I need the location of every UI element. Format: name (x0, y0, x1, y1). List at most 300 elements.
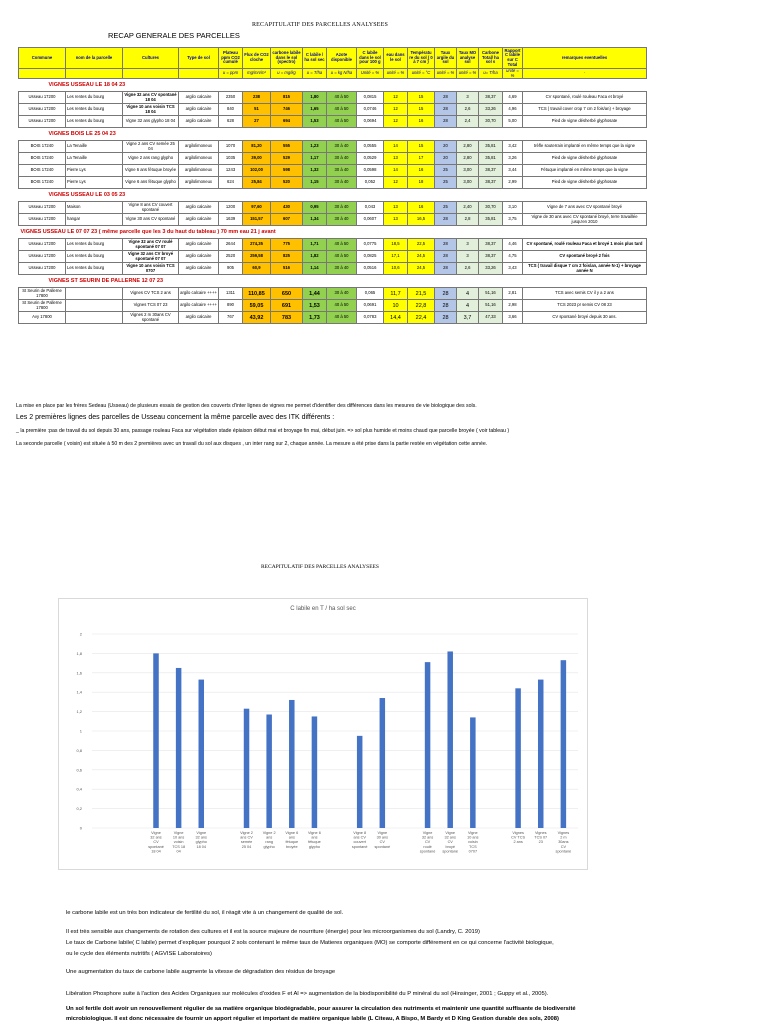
cell-rapport: 3,10 (503, 202, 523, 214)
cell-ctotal: 38,37 (479, 165, 503, 177)
cell-temp: 16 (408, 116, 435, 128)
bottom-text-5: Une augmentation du taux de carbone labile augmente la vitesse de dégradation des résidus de broyage (66, 969, 336, 975)
cell-c100: 0,065 (357, 288, 384, 300)
cell-clabile: 1,15 (303, 177, 327, 189)
cell-rapport: 3,26 (503, 153, 523, 165)
chart-title: C labile en T / ha sol sec (290, 606, 356, 612)
cell-azote: 40 à 50 (327, 104, 357, 116)
column-header: carbone labile dans le sol (spectro) (271, 48, 303, 69)
cell-commune: BOIS 17240 (19, 141, 66, 153)
cell-argile: 28 (435, 251, 457, 263)
cell-ctotal: 33,26 (479, 104, 503, 116)
section-header-row (19, 226, 647, 239)
cell-ppm: 840 (219, 104, 243, 116)
cell-remarques: Pied de vigne désherbé glyphosate (523, 116, 647, 128)
unit-cell: mg/mn/m² (243, 69, 271, 79)
cell-sol: argilo calcaire (179, 92, 219, 104)
cell-carbone: 694 (271, 116, 303, 128)
cell-carbone: 783 (271, 312, 303, 324)
cell-argile: 28 (435, 214, 457, 226)
cell-culture: Vigne 8 ans CV couvert spontané (123, 202, 179, 214)
unit-cell: unité = % (435, 69, 457, 79)
column-header: Flux de CO2 cloche (243, 48, 271, 69)
cell-azote: 30 à 40 (327, 263, 357, 275)
cell-eau: 13 (384, 214, 408, 226)
cell-clabile: 1,73 (303, 312, 327, 324)
cell-azote: 30 à 40 (327, 141, 357, 153)
cell-argile: 28 (435, 300, 457, 312)
y-tick-label: 2 (79, 631, 82, 637)
cell-temp: 15 (408, 104, 435, 116)
cell-ctotal: 35,81 (479, 153, 503, 165)
cell-clabile: 1,14 (303, 263, 327, 275)
cell-ppm: 2644 (219, 239, 243, 251)
cell-ppm: 767 (219, 312, 243, 324)
table-row (19, 251, 647, 263)
cell-ppm: 1070 (219, 141, 243, 153)
cell-rapport: 5,00 (503, 116, 523, 128)
cell-sol: argilo calcaire (179, 202, 219, 214)
x-category-label: Vigne 6 ans fétuque glypho (308, 831, 321, 849)
unit-cell: unité = % (457, 69, 479, 79)
cell-clabile: 1,53 (303, 300, 327, 312)
column-header: nom de la parcelle (66, 48, 123, 69)
cell-mo: 2,6 (457, 263, 479, 275)
cell-azote: 40 à 50 (327, 116, 357, 128)
cell-parcelle: Les rentes du bourg (66, 239, 123, 251)
cell-remarques: Pied de vigne désherbé glyphosate (523, 177, 647, 189)
cell-sol: argilo calcaire (179, 312, 219, 324)
section-header-row (19, 275, 647, 288)
cell-c100: 0,052 (357, 177, 384, 189)
cell-ctotal: 35,81 (479, 214, 503, 226)
cell-sol: argilolimoneux (179, 153, 219, 165)
cell-mo: 2,80 (457, 141, 479, 153)
column-header: Commune (19, 48, 66, 69)
bar (447, 651, 453, 828)
x-category-label: Vignes TCS 07 23 (534, 831, 548, 845)
cell-commune: Usseau 17200 (19, 116, 66, 128)
cell-ctotal: 30,70 (479, 116, 503, 128)
cell-mo: 3,00 (457, 165, 479, 177)
cell-flux: 274,35 (243, 239, 271, 251)
cell-azote: 30 à 40 (327, 153, 357, 165)
cell-remarques: CV spontané broyé 2 fois (523, 251, 647, 263)
cell-eau: 18,5 (384, 239, 408, 251)
column-header: Plateau ppm CO2 cumulé (219, 48, 243, 69)
cell-temp: 16 (408, 202, 435, 214)
cell-temp: 21,5 (408, 288, 435, 300)
cell-commune: Usseau 17200 (19, 104, 66, 116)
bar (266, 715, 272, 828)
table-row (19, 104, 647, 116)
cell-flux: 259,58 (243, 251, 271, 263)
cell-parcelle (66, 300, 123, 312)
x-category-label: Vigne 6 ans fétuque broyée (285, 831, 299, 849)
cell-mo: 2,6 (457, 104, 479, 116)
column-header: Rapport C labile sur C Total (504, 47, 521, 67)
bottom-text-3: Le taux de Carbone labile( C labile) permet d'expliquer pourquoi 2 sols contenant le même taux de Matieres organiques (MO) se comporte différement en ce qui concerne l'activité biologique, (66, 940, 554, 946)
cell-culture: Vignes CV TCS 2 ans (123, 288, 179, 300)
table-row (19, 153, 647, 165)
section-title: VIGNES BOIS LE 25 04 23 (19, 128, 647, 141)
cell-eau: 14,4 (384, 312, 408, 324)
cell-culture: Vigne 2 ans rang glypho (123, 153, 179, 165)
column-header: Type de sol (179, 48, 219, 69)
cell-clabile: 0,95 (303, 202, 327, 214)
unit-cell: u= T/ha (479, 69, 503, 79)
cell-temp: 24,5 (408, 263, 435, 275)
column-header: Azote disponible (327, 48, 357, 69)
y-tick-label: 1,6 (76, 670, 82, 676)
column-header: Taux argile du sol (435, 48, 457, 69)
column-header: Taux MO analyse sol (457, 48, 479, 69)
bottom-text-2: Il est très sensible aux changements de rotation des cultures et il est la source majeure de nourriture (énergie) pour les microorganismes du sol (Landry, C. 2019) (66, 929, 480, 935)
cell-mo: 3 (457, 251, 479, 263)
paragraph-intro: La mise en place par les frères Sedeau (Usseau) de plusieurs essais de gestion des couverts d'inter lignes de vignes me permet d'identifier des différences dans les mesures de vie biologique des sols. (16, 403, 477, 409)
cell-ppm: 628 (219, 116, 243, 128)
bar (380, 698, 386, 828)
section-title: VIGNES ST SEURIN DE PALLERNE 12 07 23 (19, 275, 647, 288)
document-title: RECAPITULATIF DES PARCELLES ANALYSEES (251, 22, 389, 28)
cell-clabile: 1,34 (303, 214, 327, 226)
cell-carbone: 516 (271, 263, 303, 275)
cell-parcelle: Les rentes du bourg (66, 92, 123, 104)
bar (312, 716, 318, 828)
cell-sol: argilo calcaire ++++ (179, 288, 219, 300)
cell-mo: 2,4 (457, 116, 479, 128)
cell-parcelle: Pierre Lys (66, 165, 123, 177)
cell-remarques: CV spontané broyé depuis 30 ans. (523, 312, 647, 324)
cell-remarques: TCS avec semis CV il y a 2 ans (523, 288, 647, 300)
unit-cell: u = ppm (219, 69, 243, 79)
x-category-label: Vigne 32 ans CV roulé spontané (419, 831, 436, 854)
cell-parcelle: La Tenaille (66, 141, 123, 153)
cell-temp: 16 (408, 165, 435, 177)
bar (561, 660, 567, 828)
x-category-label: Vignes CV TCS 2 ans (511, 831, 526, 845)
y-tick-label: 1,8 (76, 650, 82, 656)
cell-flux: 51 (243, 104, 271, 116)
cell-ppm: 1200 (219, 202, 243, 214)
cell-c100: 0,0691 (357, 300, 384, 312)
cell-culture: Vigne 10 ans voisin TCS 18 04 (123, 104, 179, 116)
cell-azote: 40 à 50 (327, 251, 357, 263)
cell-eau: 12 (384, 116, 408, 128)
cell-remarques: CV spontané, roulé rouleau Faca et broyé (523, 92, 647, 104)
unit-cell: unité = % (384, 69, 408, 79)
table-row (19, 288, 647, 300)
cell-ppm: 2520 (219, 251, 243, 263)
cell-commune: Usseau 17200 (19, 263, 66, 275)
cell-azote: 40 à 50 (327, 300, 357, 312)
y-tick-label: 1,4 (76, 689, 82, 695)
cell-commune: Usseau 17200 (19, 251, 66, 263)
cell-flux: 59,05 (243, 300, 271, 312)
cell-rapport: 4,46 (503, 239, 523, 251)
cell-argile: 25 (435, 202, 457, 214)
cell-flux: 97,60 (243, 202, 271, 214)
cell-sol: argilolimoneux (179, 177, 219, 189)
cell-mo: 3,7 (457, 312, 479, 324)
cell-culture: Vignes 2 m 30ans CV spontané (123, 312, 179, 324)
x-category-label: Vigne 2 ans rang glypho (262, 831, 276, 849)
cell-ppm: 2350 (219, 92, 243, 104)
cell-culture: Vigne 32 ans CV roulé spontané 07 07 (123, 239, 179, 251)
paragraph-second-parcel: La seconde parcelle ( voisin) est située à 50 m des 2 premières avec un travail du sol aux disques , un inter rang sur 2, chaque année. La mesure a été prise dans la partie restée en végétation cette année. (16, 441, 488, 447)
cell-argile: 25 (435, 177, 457, 189)
cell-sol: argilo calcaire (179, 104, 219, 116)
cell-sol: argilolimoneux (179, 165, 219, 177)
y-tick-label: 1 (79, 728, 82, 734)
cell-parcelle (66, 288, 123, 300)
cell-temp: 15 (408, 141, 435, 153)
cell-parcelle: hangar (66, 214, 123, 226)
cell-temp: 15 (408, 92, 435, 104)
cell-rapport: 4,75 (503, 251, 523, 263)
cell-c100: 0,0607 (357, 214, 384, 226)
cell-c100: 0,0825 (357, 251, 384, 263)
cell-remarques: Fétuque implanté en même temps que la vigne (523, 165, 647, 177)
cell-temp: 22,5 (408, 239, 435, 251)
cell-temp: 24,5 (408, 251, 435, 263)
bottom-text-6: Libération Phosphore suite à l'action des Acides Organiques sur molécules d'oxides F et Al => augmentation de la biodisponibilité du P minéral du sol (Hinsinger, 2001 ; Guppy et al., 2005). (66, 991, 549, 997)
cell-rapport: 3,44 (503, 165, 523, 177)
unit-cell: u = kg N/ha (327, 69, 357, 79)
section-title: VIGNES USSEAU LE 03 05 23 (19, 189, 647, 202)
cell-remarques: CV spontané, roulé rouleau Faca et broyé 1 mois plus tard (523, 239, 647, 251)
cell-mo: 3,00 (457, 177, 479, 189)
chart-section-title: RECAPITULATIF DES PARCELLES ANALYSEES (261, 564, 379, 570)
cell-ctotal: 38,37 (479, 239, 503, 251)
cell-azote: 30 à 40 (327, 177, 357, 189)
cell-commune: BOIS 17240 (19, 177, 66, 189)
x-category-label: Vigne 10 ans voisin TCS 18 04 (172, 831, 186, 854)
cell-c100: 0,0598 (357, 165, 384, 177)
y-tick-label: 0,2 (76, 806, 82, 812)
cell-flux: 81,20 (243, 141, 271, 153)
unit-cell: unité = % (503, 69, 523, 79)
cell-clabile: 1,80 (303, 92, 327, 104)
cell-flux: 238 (243, 92, 271, 104)
cell-mo: 2,8 (457, 214, 479, 226)
section-header-row (19, 128, 647, 141)
cell-temp: 22,4 (408, 312, 435, 324)
cell-mo: 4 (457, 300, 479, 312)
cell-carbone: 430 (271, 202, 303, 214)
cell-parcelle: La Tenaille (66, 153, 123, 165)
unit-cell: unité = °C (408, 69, 435, 79)
cell-sol: argilo calcaire (179, 263, 219, 275)
unit-cell: u = T/ha (303, 69, 327, 79)
cell-culture: Vigne 30 ans CV spontané (123, 214, 179, 226)
x-category-label: Vigne 32 ans CV spontané 18 04 (148, 831, 164, 854)
y-tick-label: 0,6 (76, 767, 82, 773)
table-row (19, 177, 647, 189)
cell-commune: BOIS 17240 (19, 153, 66, 165)
cell-argile: 28 (435, 239, 457, 251)
cell-ctotal: 38,37 (479, 92, 503, 104)
cell-commune: Usseau 17200 (19, 92, 66, 104)
cell-commune: BOIS 17240 (19, 165, 66, 177)
cell-argile: 20 (435, 141, 457, 153)
cell-eau: 17,1 (384, 251, 408, 263)
cell-sol: argilo calcaire (179, 251, 219, 263)
cell-ppm: 1035 (219, 153, 243, 165)
cell-mo: 4 (457, 288, 479, 300)
column-header: C labile / ha sol sec (303, 48, 327, 69)
cell-clabile: 1,82 (303, 251, 327, 263)
table-row (19, 116, 647, 128)
cell-eau: 12 (384, 104, 408, 116)
cell-mo: 2,40 (457, 202, 479, 214)
cell-ppm: 1311 (219, 288, 243, 300)
cell-azote: 30 à 40 (327, 202, 357, 214)
cell-clabile: 1,44 (303, 288, 327, 300)
column-header: Carbone Total/ ha sol s (479, 48, 503, 69)
cell-commune: Avy 17800 (19, 312, 66, 324)
cell-rapport: 3,75 (503, 214, 523, 226)
cell-rapport: 3,43 (503, 263, 523, 275)
cell-sol: argilo calcaire (179, 239, 219, 251)
bar (538, 680, 544, 828)
cell-carbone: 555 (271, 141, 303, 153)
cell-azote: 40 à 50 (327, 92, 357, 104)
cell-eau: 12 (384, 92, 408, 104)
cell-culture: Vigne 32 ans CV broyé spontané 07 07 (123, 251, 179, 263)
cell-carbone: 650 (271, 288, 303, 300)
cell-sol: argilolimoneux (179, 141, 219, 153)
cell-culture: Vigne 32 ans CV spontané 18 04 (124, 92, 177, 102)
cell-clabile: 1,23 (303, 141, 327, 153)
cell-flux: 110,85 (243, 288, 271, 300)
y-tick-label: 0 (79, 825, 82, 831)
parcels-table (18, 47, 647, 324)
cell-azote: 30 à 40 (327, 288, 357, 300)
table-row (19, 300, 647, 312)
x-category-label: Vigne 10 ans voisin TCS 0707 (467, 831, 479, 854)
cell-ppm: 1639 (219, 214, 243, 226)
cell-flux: 151,57 (243, 214, 271, 226)
cell-culture: Vignes TCS 07 23 (123, 300, 179, 312)
cell-rapport: 2,81 (503, 288, 523, 300)
cell-argile: 28 (435, 288, 457, 300)
bottom-text-7: Un sol fertile doit avoir un renouvellement régulier de sa matière organique biodégradable, pour assurer la circulation des nutriments et maintenir une quantité suffisante de biodiversité (66, 1006, 576, 1012)
bar (357, 736, 363, 828)
unit-cell (66, 69, 123, 79)
cell-remarques: trèfle souterrain implanté en même temps que la vigne (523, 141, 647, 153)
cell-flux: 25,84 (243, 177, 271, 189)
cell-remarques: TCS ( travail disque 7 cm 2 fois/an, année N-1) + broyage année N (523, 263, 647, 275)
table-row (19, 263, 647, 275)
x-category-label: Vigne 32 ans CV broyé spontané (442, 831, 459, 854)
cell-argile: 28 (435, 263, 457, 275)
cell-commune: St Seurin de Pallerne 17800 (19, 300, 66, 312)
table-header-row (19, 48, 647, 69)
cell-eau: 11,7 (384, 288, 408, 300)
cell-azote: 40 à 50 (327, 239, 357, 251)
cell-carbone: 815 (271, 92, 303, 104)
cell-ppm: 890 (219, 300, 243, 312)
y-tick-label: 0,8 (76, 747, 82, 753)
x-category-label: Vignes 2 m 30ans CV spontané (555, 831, 572, 854)
cell-commune: Usseau 17200 (19, 214, 66, 226)
unit-cell (123, 69, 179, 79)
unit-cell: u = mg/kg (271, 69, 303, 79)
bar (176, 668, 182, 828)
cell-culture: Vigne 6 ans fétuque glypho (123, 177, 179, 189)
cell-parcelle: Les rentes du bourg (66, 251, 123, 263)
cell-eau: 13 (384, 153, 408, 165)
cell-culture: Vigne 6 ans fétuque broyée (123, 165, 179, 177)
cell-commune: Usseau 17200 (19, 202, 66, 214)
cell-rapport: 2,99 (503, 177, 523, 189)
cell-temp: 16,5 (408, 214, 435, 226)
x-category-label: Vigne 32 ans glypho 18 04 (195, 831, 207, 849)
cell-temp: 18 (408, 177, 435, 189)
cell-carbone: 529 (271, 153, 303, 165)
column-header: remarques eventuelles (523, 48, 647, 69)
bar (425, 662, 431, 828)
cell-rapport: 3,42 (503, 141, 523, 153)
cell-c100: 0,0694 (357, 116, 384, 128)
cell-ctotal: 30,70 (479, 202, 503, 214)
cell-remarques: Pied de vigne désherbé glyphosate (523, 153, 647, 165)
cell-temp: 17 (408, 153, 435, 165)
bar (515, 688, 521, 828)
cell-ppm: 624 (219, 177, 243, 189)
cell-c100: 0,0815 (357, 92, 384, 104)
table-row (19, 214, 647, 226)
cell-parcelle: Les rentes du bourg (66, 104, 123, 116)
table-row (19, 312, 647, 324)
x-category-label: Vigne 30 ans CV spontané (374, 831, 391, 849)
cell-eau: 13 (384, 202, 408, 214)
cell-eau: 10 (384, 300, 408, 312)
cell-carbone: 607 (271, 214, 303, 226)
cell-azote: 30 à 40 (327, 165, 357, 177)
cell-rapport: 3,66 (503, 312, 523, 324)
cell-commune: St Seurin de Pallerne 17800 (19, 288, 66, 300)
cell-ctotal: 38,37 (479, 177, 503, 189)
column-header: eau dans le sol (384, 48, 408, 69)
chart-frame (59, 599, 588, 870)
cell-commune: Usseau 17200 (19, 239, 66, 251)
bar (153, 653, 159, 828)
table-row (19, 92, 647, 104)
cell-carbone: 691 (271, 300, 303, 312)
cell-argile: 28 (435, 116, 457, 128)
unit-cell (19, 69, 66, 79)
cell-rapport: 4,69 (503, 92, 523, 104)
section-title: VIGNES USSEAU LE 18 04 23 (19, 79, 647, 92)
paragraph-first-parcel: _ la première :pas de travail du sol depuis 30 ans, passage rouleau Faca sur végétation stade épiaison début mai et broyage fin mai, début juin. => sol plus humide et moins chaud que parcelle broyée ( voir tableau ) (16, 428, 510, 434)
table-row (19, 141, 647, 153)
bar (470, 717, 476, 828)
cell-carbone: 825 (271, 251, 303, 263)
cell-mo: 3 (457, 239, 479, 251)
cell-carbone: 775 (271, 239, 303, 251)
unit-cell: Unité = % (357, 69, 384, 79)
table-row (19, 165, 647, 177)
cell-culture: Vigne 10 ans voisin TCS 0707 (123, 263, 179, 275)
cell-remarques: TCS 2023 pr semis CV 08 23 (523, 300, 647, 312)
cell-rapport: 2,98 (503, 300, 523, 312)
cell-c100: 0,0783 (357, 312, 384, 324)
cell-carbone: 598 (271, 165, 303, 177)
bottom-text-1: le carbone labile est un très bon indicateur de fertilité du sol, il réagit vite à un changement de qualité de sol. (66, 910, 344, 916)
cell-parcelle: Les rentes du bourg (66, 263, 123, 275)
